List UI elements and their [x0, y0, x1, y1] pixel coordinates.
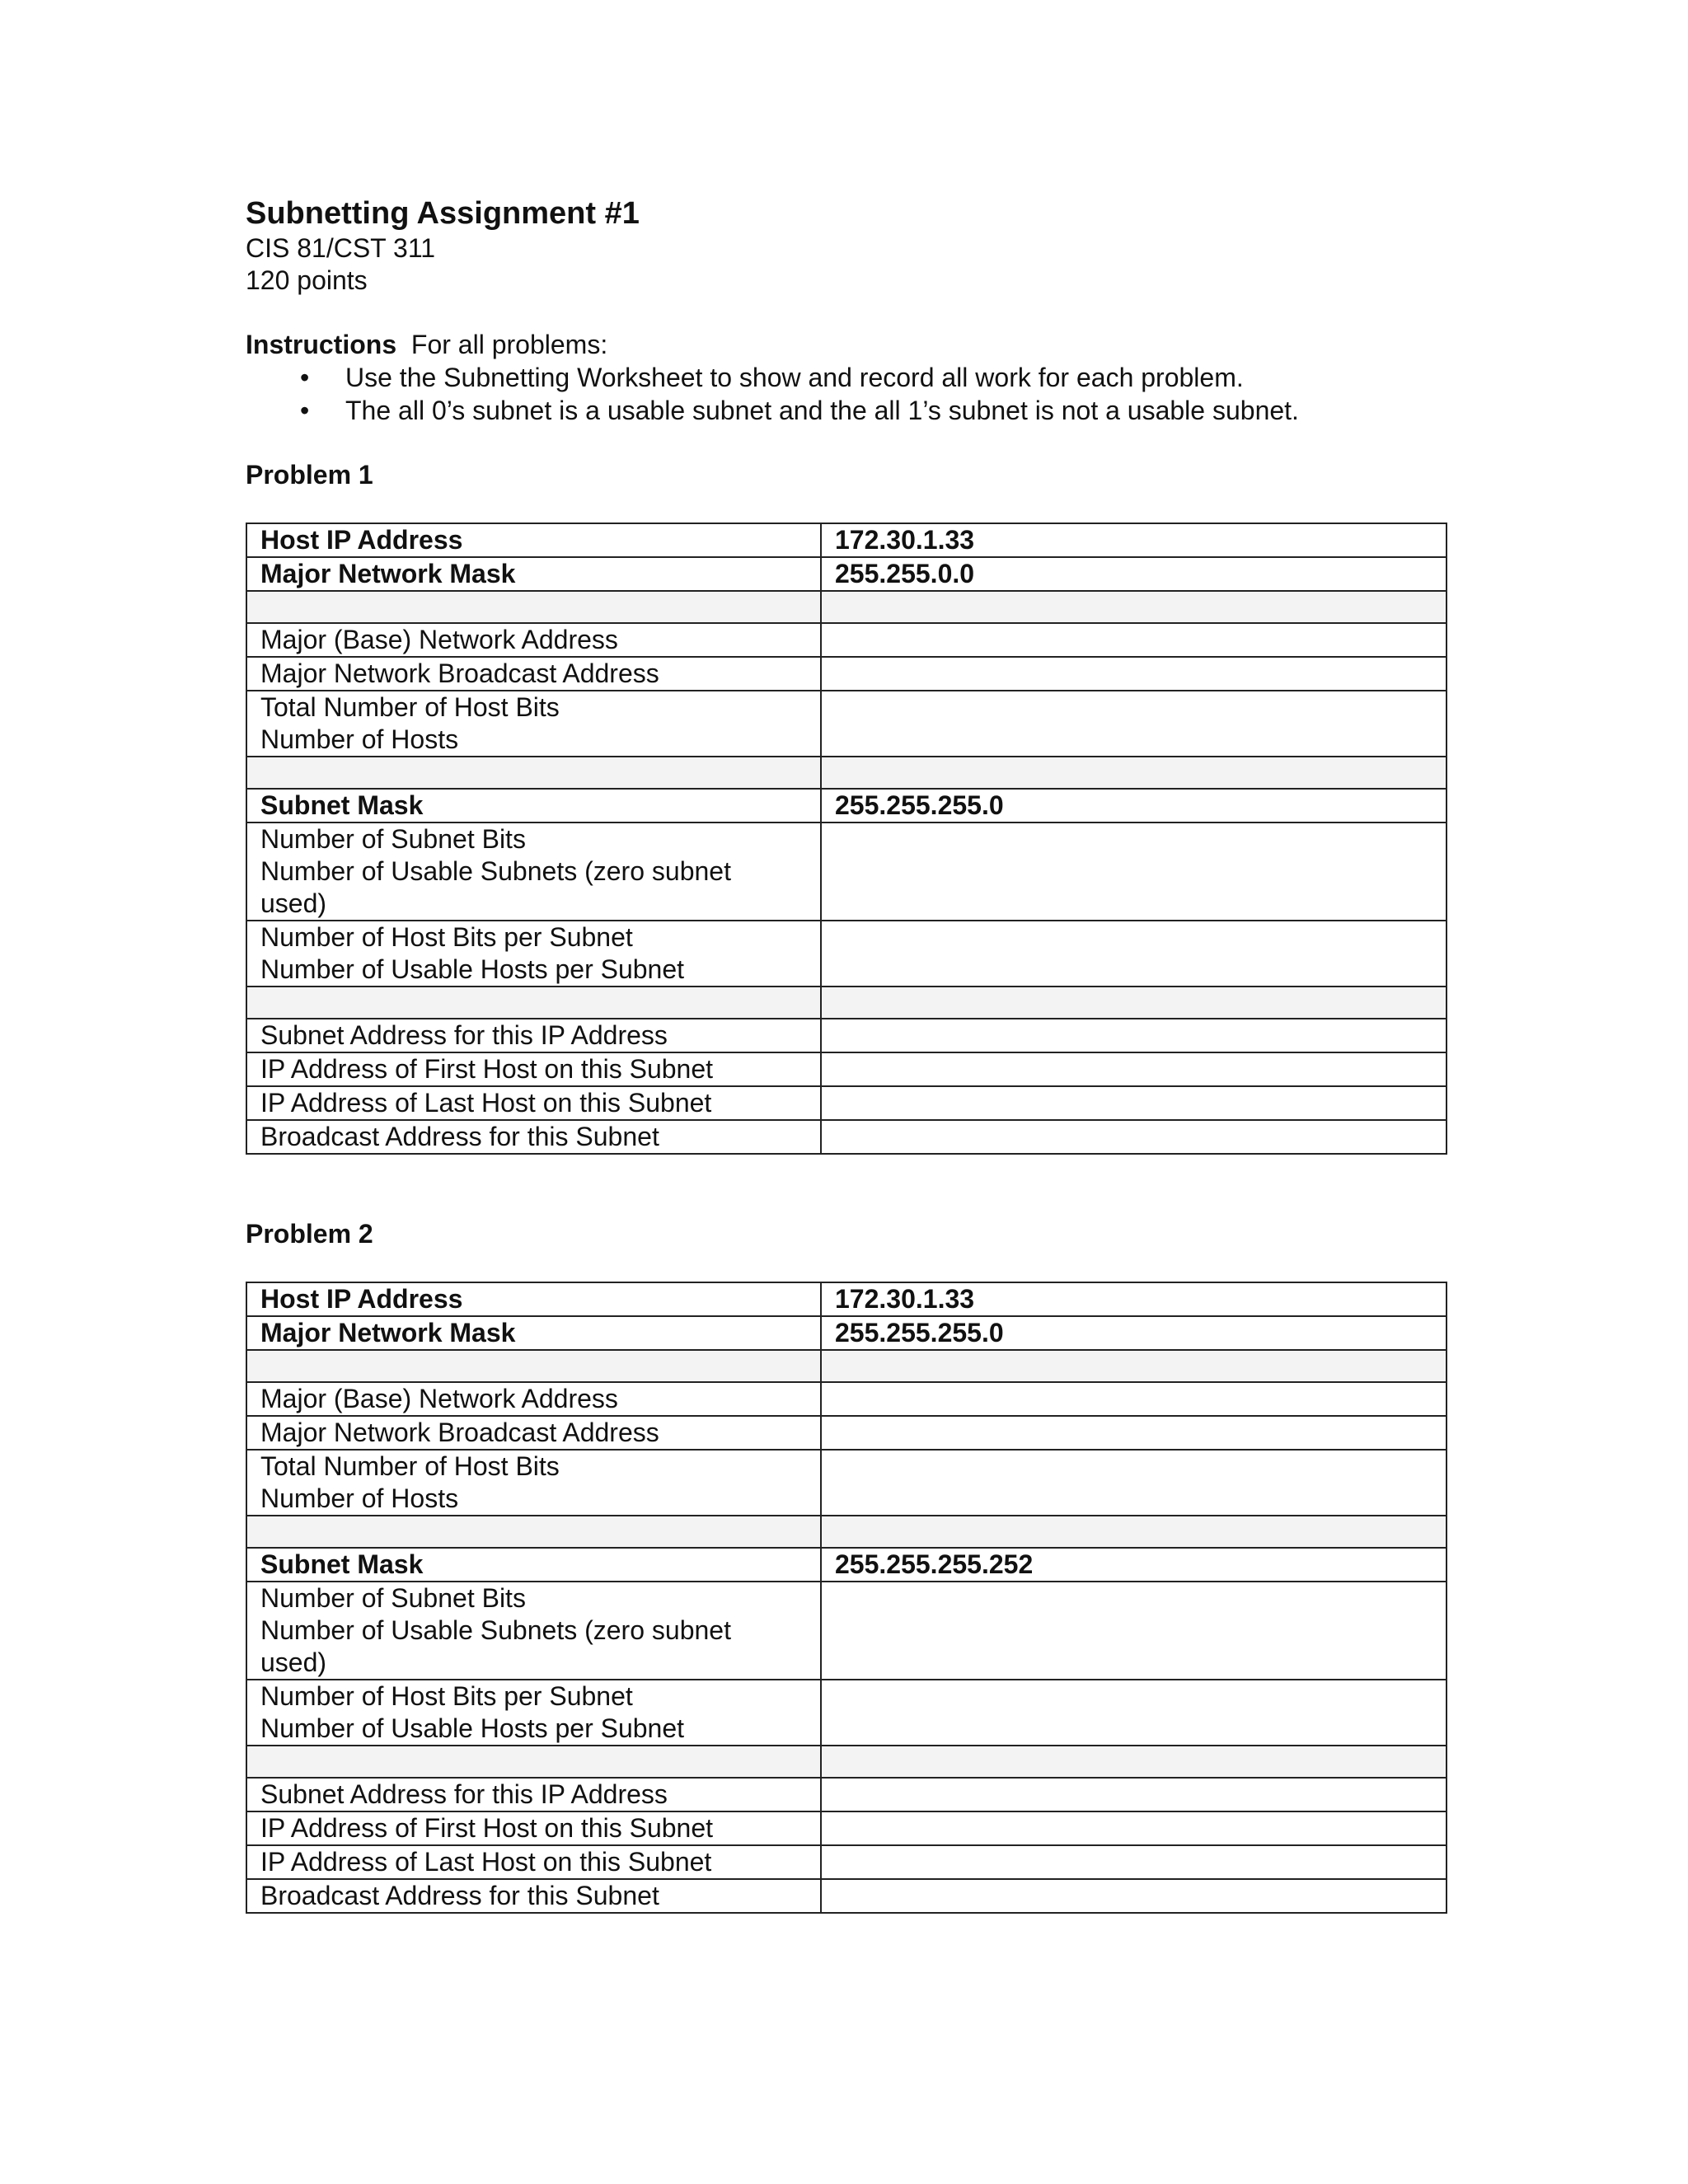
row-label: Major Network Broadcast Address — [246, 657, 821, 691]
table-row — [246, 657, 1447, 691]
row-label: Total Number of Host Bits Number of Hosts — [246, 691, 821, 757]
answer-cell[interactable] — [821, 1879, 1447, 1913]
answer-cell[interactable] — [821, 823, 1447, 921]
bullet-icon: • — [300, 363, 310, 392]
answer-cell[interactable] — [821, 1778, 1447, 1811]
table-row — [246, 1052, 1447, 1086]
answer-cell[interactable] — [821, 657, 1447, 691]
subnet-mask-value: 255.255.255.0 — [821, 789, 1447, 823]
answer-cell[interactable] — [821, 1382, 1447, 1416]
row-label: IP Address of First Host on this Subnet — [246, 1811, 821, 1845]
bullet-icon: • — [300, 396, 310, 425]
row-label: Broadcast Address for this Subnet — [246, 1879, 821, 1913]
course-code: CIS 81/CST 311 — [246, 233, 436, 263]
document-title: Subnetting Assignment #1 — [246, 196, 640, 231]
table-row — [246, 1548, 1447, 1582]
answer-cell[interactable] — [821, 691, 1447, 757]
answer-cell[interactable] — [821, 1582, 1447, 1680]
table-row — [246, 1086, 1447, 1120]
table-row — [246, 557, 1447, 591]
instructions-lead: Instructions — [246, 330, 397, 359]
row-label: Total Number of Host Bits Number of Hosts — [246, 1450, 821, 1516]
instructions-line — [246, 328, 1446, 361]
problem-2-table — [246, 1282, 1447, 1914]
problem-2-heading: Problem 2 — [246, 1219, 373, 1249]
spacer-row — [246, 1746, 1447, 1778]
row-label: Number of Subnet Bits Number of Usable Subnets (zero subnet used) — [246, 1582, 821, 1680]
spacer-row — [246, 757, 1447, 789]
table-row — [246, 1778, 1447, 1811]
row-label: Number of Host Bits per Subnet Number of Usable Hosts per Subnet — [246, 1680, 821, 1746]
answer-cell[interactable] — [821, 1450, 1447, 1516]
answer-cell[interactable] — [821, 921, 1447, 987]
instructions-block — [246, 328, 1446, 427]
table-row — [246, 1582, 1447, 1680]
row-label: Major (Base) Network Address — [246, 623, 821, 657]
answer-cell[interactable] — [821, 1811, 1447, 1845]
instruction-item: • The all 0’s subnet is a usable subnet and the all 1’s subnet is not a usable subnet. — [300, 396, 1299, 425]
table-row — [246, 1382, 1447, 1416]
major-mask-value: 255.255.255.0 — [821, 1316, 1447, 1350]
row-label: Major Network Broadcast Address — [246, 1416, 821, 1450]
host-ip-value: 172.30.1.33 — [821, 523, 1447, 557]
row-label: Major (Base) Network Address — [246, 1382, 821, 1416]
table-row — [246, 1811, 1447, 1845]
subnet-mask-value: 255.255.255.252 — [821, 1548, 1447, 1582]
row-label: Subnet Address for this IP Address — [246, 1778, 821, 1811]
table-row — [246, 1416, 1447, 1450]
problem-1-heading: Problem 1 — [246, 460, 373, 490]
row-label: Host IP Address — [246, 523, 821, 557]
table-row — [246, 1450, 1447, 1516]
row-label: IP Address of Last Host on this Subnet — [246, 1086, 821, 1120]
table-row — [246, 823, 1447, 921]
answer-cell[interactable] — [821, 1680, 1447, 1746]
spacer-row — [246, 1516, 1447, 1548]
spacer-row — [246, 987, 1447, 1019]
answer-cell[interactable] — [821, 1019, 1447, 1052]
table-row — [246, 1680, 1447, 1746]
row-label: Subnet Mask — [246, 789, 821, 823]
spacer-row — [246, 1350, 1447, 1382]
instruction-item: • Use the Subnetting Worksheet to show and record all work for each problem. — [300, 363, 1244, 392]
answer-cell[interactable] — [821, 1845, 1447, 1879]
table-row — [246, 623, 1447, 657]
points-total: 120 points — [246, 265, 368, 295]
host-ip-value: 172.30.1.33 — [821, 1282, 1447, 1316]
answer-cell[interactable] — [821, 1086, 1447, 1120]
table-row — [246, 1120, 1447, 1154]
row-label: Host IP Address — [246, 1282, 821, 1316]
document-page — [246, 194, 1446, 1914]
instructions-list — [246, 361, 1446, 427]
spacer-row — [246, 591, 1447, 623]
table-row — [246, 921, 1447, 987]
major-mask-value: 255.255.0.0 — [821, 557, 1447, 591]
row-label: Major Network Mask — [246, 1316, 821, 1350]
answer-cell[interactable] — [821, 1052, 1447, 1086]
instructions-intro: For all problems: — [410, 330, 608, 359]
answer-cell[interactable] — [821, 623, 1447, 657]
row-label: Number of Host Bits per Subnet Number of Usable Hosts per Subnet — [246, 921, 821, 987]
row-label: Major Network Mask — [246, 557, 821, 591]
row-label: Broadcast Address for this Subnet — [246, 1120, 821, 1154]
row-label: IP Address of First Host on this Subnet — [246, 1052, 821, 1086]
table-row — [246, 1282, 1447, 1316]
table-row — [246, 1879, 1447, 1913]
table-row — [246, 1316, 1447, 1350]
problem-1-table — [246, 523, 1447, 1155]
row-label: Number of Subnet Bits Number of Usable Subnets (zero subnet used) — [246, 823, 821, 921]
table-row — [246, 1019, 1447, 1052]
table-row — [246, 523, 1447, 557]
row-label: Subnet Mask — [246, 1548, 821, 1582]
row-label: IP Address of Last Host on this Subnet — [246, 1845, 821, 1879]
row-label: Subnet Address for this IP Address — [246, 1019, 821, 1052]
table-row — [246, 1845, 1447, 1879]
table-row — [246, 691, 1447, 757]
answer-cell[interactable] — [821, 1416, 1447, 1450]
answer-cell[interactable] — [821, 1120, 1447, 1154]
table-row — [246, 789, 1447, 823]
